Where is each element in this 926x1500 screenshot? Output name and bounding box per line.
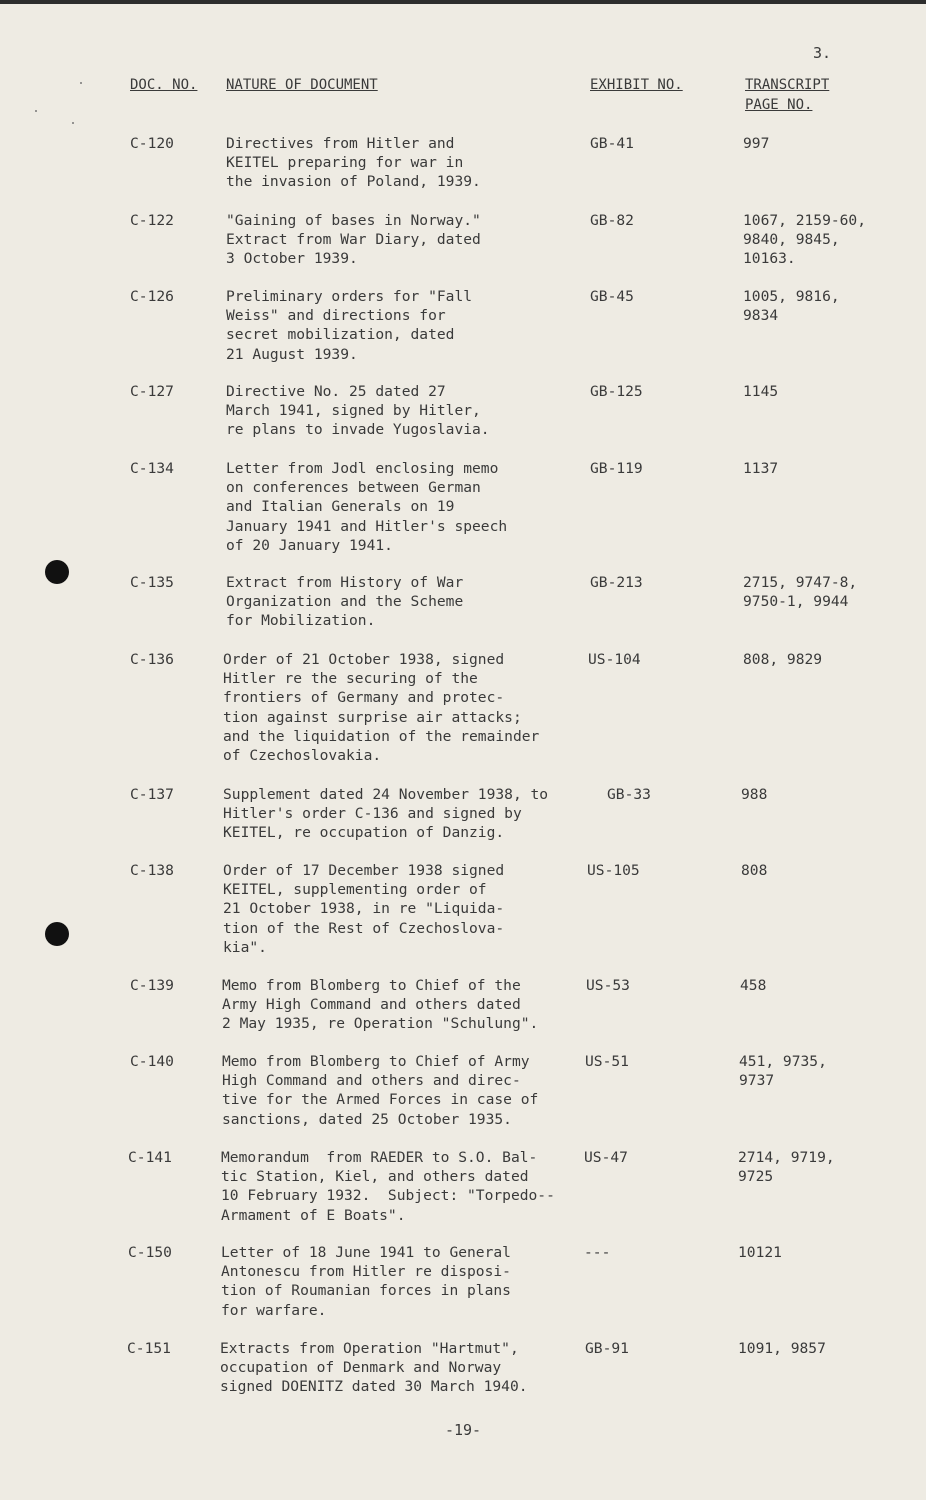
transcript-pages: 988: [741, 786, 768, 803]
exhibit-number: GB-33: [607, 786, 651, 803]
document-nature: Preliminary orders for "Fall Weiss" and directions for secret mobilization, dated 21 August 1939.: [226, 288, 473, 363]
document-nature: Order of 17 December 1938 signed KEITEL, supplementing order of 21 October 1938, in re "Liquida- tion of the Rest of Czechoslova- kia".: [223, 862, 505, 956]
document-nature: Letter from Jodl enclosing memo on conferences between German and Italian Generals on 19 January 1941 and Hitler's speech of 20 January 1941.: [226, 460, 508, 554]
punch-hole: [45, 922, 69, 946]
speck: [72, 122, 74, 124]
exhibit-number: GB-45: [590, 288, 634, 305]
transcript-pages: 2714, 9719, 9725: [738, 1149, 835, 1186]
document-nature: Memo from Blomberg to Chief of the Army High Command and others dated 2 May 1935, re Operation "Schulung".: [222, 977, 539, 1033]
header-nature: NATURE OF DOCUMENT: [226, 77, 378, 93]
doc-number: C-150: [128, 1244, 172, 1261]
exhibit-number: GB-213: [590, 574, 643, 591]
document-nature: Memo from Blomberg to Chief of Army High Command and others and direc- tive for the Armed Forces in case of sanctions, dated 25 October 1935.: [222, 1053, 539, 1128]
document-nature: "Gaining of bases in Norway." Extract from War Diary, dated 3 October 1939.: [226, 212, 481, 268]
punch-hole: [45, 560, 69, 584]
page-footer: -19-: [444, 1421, 482, 1439]
transcript-pages: 1145: [743, 383, 779, 400]
header-transcript-1: TRANSCRIPT: [745, 77, 830, 93]
header-exhibit: EXHIBIT NO.: [590, 77, 683, 93]
doc-number: C-141: [128, 1149, 172, 1166]
transcript-pages: 451, 9735, 9737: [739, 1053, 827, 1090]
transcript-pages: 1067, 2159-60, 9840, 9845, 10163.: [743, 212, 867, 268]
exhibit-number: GB-119: [590, 460, 643, 477]
transcript-pages: 1005, 9816, 9834: [743, 288, 840, 325]
document-nature: Extract from History of War Organization and the Scheme for Mobilization.: [226, 574, 464, 630]
document-nature: Order of 21 October 1938, signed Hitler re the securing of the frontiers of Germany and protec- tion against surprise air attacks; and the liquidation of the remainder of Czechoslovakia.: [223, 651, 540, 765]
document-nature: Directives from Hitler and KEITEL preparing for war in the invasion of Poland, 1939.: [226, 135, 481, 191]
speck: [35, 110, 37, 112]
header-doc-no: DOC. NO.: [130, 77, 198, 93]
doc-number: C-127: [130, 383, 174, 400]
exhibit-number: US-47: [584, 1149, 628, 1166]
doc-number: C-138: [130, 862, 174, 879]
exhibit-number: GB-125: [590, 383, 643, 400]
exhibit-number: GB-91: [585, 1340, 629, 1357]
doc-number: C-151: [127, 1340, 171, 1357]
transcript-pages: 2715, 9747-8, 9750-1, 9944: [743, 574, 858, 611]
doc-number: C-120: [130, 135, 174, 152]
doc-number: C-136: [130, 651, 174, 668]
exhibit-number: US-51: [585, 1053, 629, 1070]
top-edge: [0, 0, 926, 4]
document-nature: Letter of 18 June 1941 to General Antonescu from Hitler re disposi- tion of Roumanian forces in plans for warfare.: [221, 1244, 511, 1319]
exhibit-number: US-105: [587, 862, 640, 879]
transcript-pages: 808, 9829: [743, 651, 823, 668]
exhibit-number: ---: [584, 1244, 611, 1261]
doc-number: C-122: [130, 212, 174, 229]
exhibit-number: GB-41: [590, 135, 634, 152]
doc-number: C-126: [130, 288, 174, 305]
transcript-pages: 808: [741, 862, 768, 879]
exhibit-number: GB-82: [590, 212, 634, 229]
page-number: 3.: [813, 44, 832, 62]
transcript-pages: 1137: [743, 460, 779, 477]
transcript-pages: 1091, 9857: [738, 1340, 826, 1357]
doc-number: C-139: [130, 977, 174, 994]
header-transcript-2: PAGE NO.: [745, 97, 813, 113]
exhibit-number: US-53: [586, 977, 630, 994]
document-nature: Extracts from Operation "Hartmut", occupation of Denmark and Norway signed DOENITZ dated 30 March 1940.: [220, 1340, 528, 1396]
speck: [80, 82, 82, 84]
doc-number: C-137: [130, 786, 174, 803]
transcript-pages: 997: [743, 135, 770, 152]
transcript-pages: 458: [740, 977, 767, 994]
document-nature: Memorandum from RAEDER to S.O. Bal- tic Station, Kiel, and others dated 10 February 1932. Subject: "Torpedo-- Armament of E Boats".: [221, 1149, 555, 1224]
transcript-pages: 10121: [738, 1244, 782, 1261]
document-nature: Supplement dated 24 November 1938, to Hitler's order C-136 and signed by KEITEL, re occupation of Danzig.: [223, 786, 549, 842]
document-nature: Directive No. 25 dated 27 March 1941, signed by Hitler, re plans to invade Yugoslavia.: [226, 383, 490, 439]
doc-number: C-135: [130, 574, 174, 591]
doc-number: C-134: [130, 460, 174, 477]
doc-number: C-140: [130, 1053, 174, 1070]
exhibit-number: US-104: [588, 651, 641, 668]
